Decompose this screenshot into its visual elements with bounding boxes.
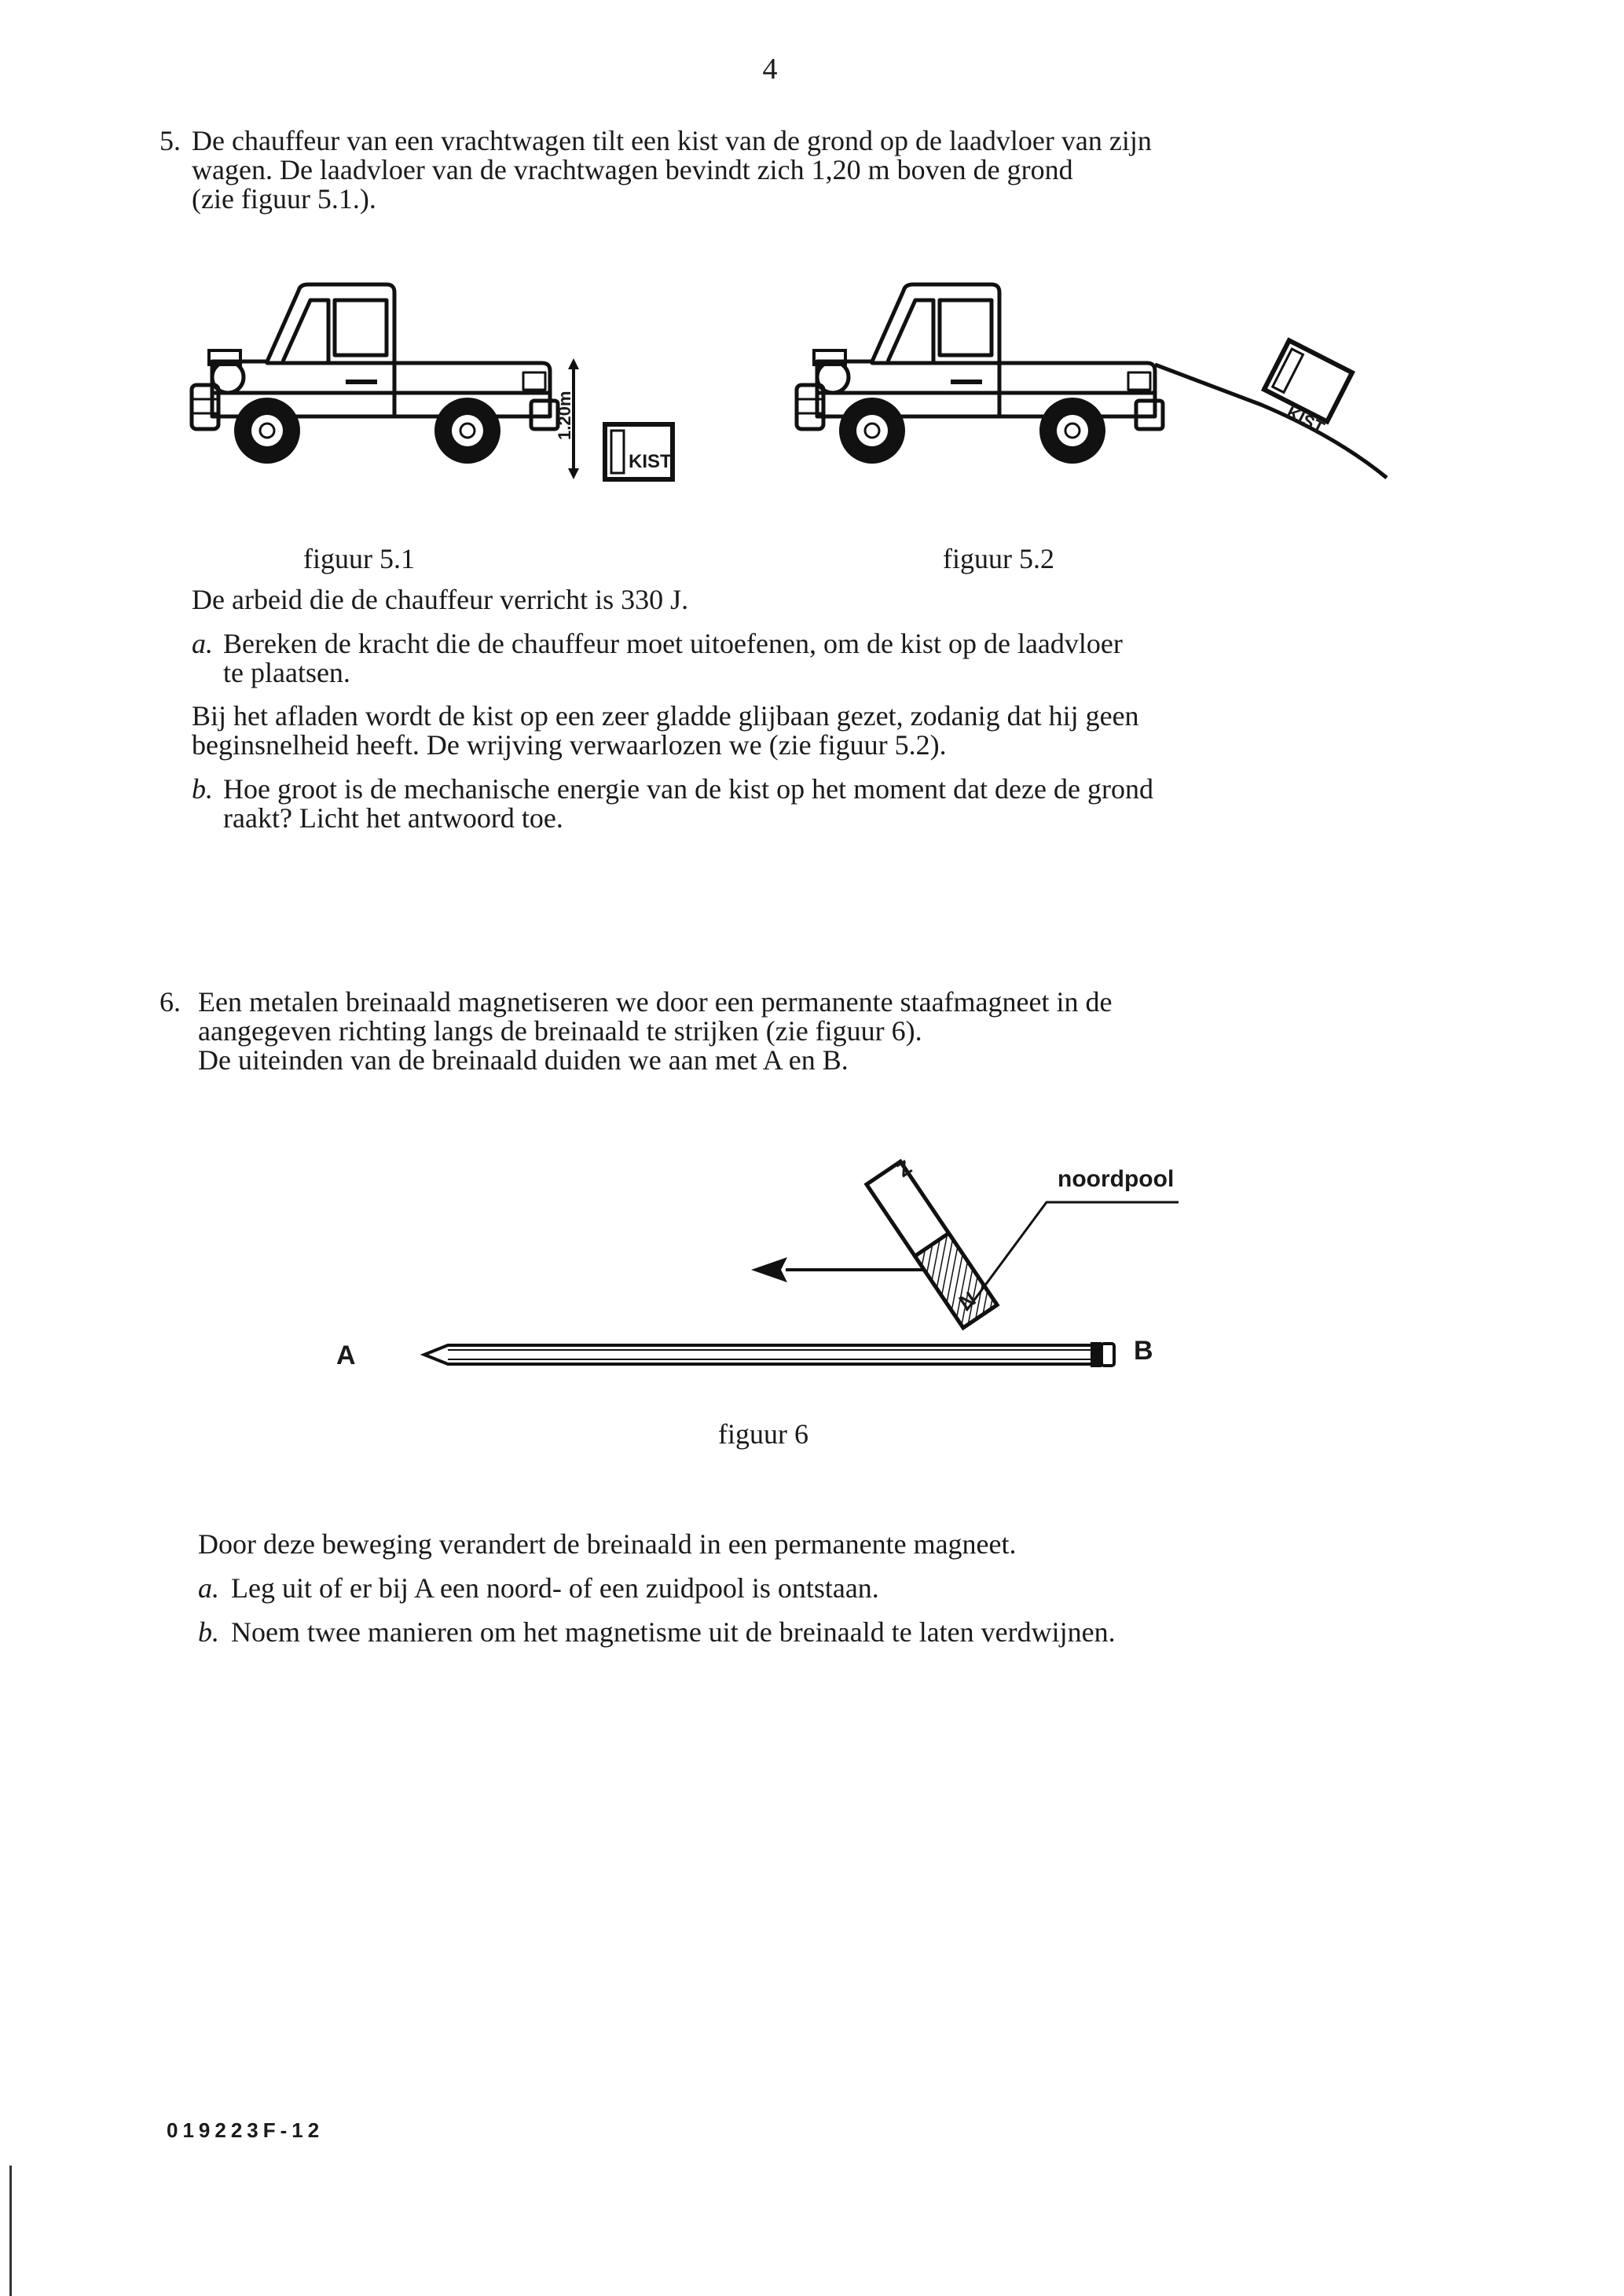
question-6b-text: Noem twee manieren om het magnetisme uit de breinaald te laten verdwijnen. — [231, 1616, 1116, 1648]
question-5b-line-2: raakt? Licht het antwoord toe. — [223, 802, 563, 834]
question-5-intro-line-3: (zie figuur 5.1.). — [192, 183, 376, 215]
question-6-number: 6. — [159, 986, 181, 1018]
noordpool-label: noordpool — [1058, 1166, 1175, 1192]
question-6b-label: b. — [198, 1616, 219, 1648]
question-6-statement: Door deze beweging verandert de breinaald in een permanente magneet. — [198, 1528, 1017, 1560]
question-5-number: 5. — [159, 125, 181, 156]
figure-5-1 — [181, 267, 699, 487]
magnet-pole-n: N — [954, 1286, 981, 1315]
question-6-intro-line-3: De uiteinden van de breinaald duiden we aan met A en B. — [198, 1044, 849, 1076]
question-5b-label: b. — [192, 773, 213, 805]
box-label-figure-5-2: KIST — [1283, 402, 1328, 438]
needle-end-b: B — [1134, 1336, 1153, 1366]
box-label-figure-5-1: KIST — [629, 451, 672, 472]
question-6-intro-line-2: aangegeven richting langs de breinaald te strijken (zie figuur 6). — [198, 1015, 922, 1047]
figure-6-caption: figuur 6 — [718, 1418, 808, 1450]
figure-5-2 — [786, 267, 1399, 487]
footer-code: 019223F-12 — [167, 2118, 324, 2142]
height-label: 1.20m — [555, 391, 574, 440]
scan-edge-mark — [9, 2166, 12, 2296]
page-number: 4 — [762, 53, 778, 86]
question-6a-text: Leg uit of er bij A een noord- of een zuidpool is ontstaan. — [231, 1572, 879, 1604]
question-5-intro-line-2: wagen. De laadvloer van de vrachtwagen bevindt zich 1,20 m boven de grond — [192, 154, 1073, 185]
question-5a-label: a. — [192, 628, 213, 659]
question-5-context-line-2: beginsnelheid heeft. De wrijving verwaarlozen we (zie figuur 5.2). — [192, 729, 947, 761]
question-6a-label: a. — [198, 1572, 219, 1604]
figure-5-1-caption: figuur 5.1 — [303, 543, 415, 574]
needle-end-a: A — [336, 1341, 356, 1370]
question-5a-line-2: te plaatsen. — [223, 657, 350, 688]
figure-5-2-caption: figuur 5.2 — [943, 543, 1054, 574]
question-5-context-line-1: Bij het afladen wordt de kist op een zeer gladde glijbaan gezet, zodanig dat hij geen — [192, 700, 1139, 732]
question-5-intro-line-1: De chauffeur van een vrachtwagen tilt een kist van de grond op de laadvloer van zijn — [192, 125, 1152, 156]
question-5a-line-1: Bereken de kracht die de chauffeur moet uitoefenen, om de kist op de laadvloer — [223, 628, 1123, 659]
question-5b-line-1: Hoe groot is de mechanische energie van de kist op het moment dat deze de grond — [223, 773, 1153, 805]
question-6-intro-line-1: Een metalen breinaald magnetiseren we door een permanente staafmagneet in de — [198, 986, 1113, 1018]
magnet-pole-z: Z — [892, 1155, 916, 1182]
work-statement: De arbeid die de chauffeur verricht is 330 J. — [192, 584, 689, 615]
